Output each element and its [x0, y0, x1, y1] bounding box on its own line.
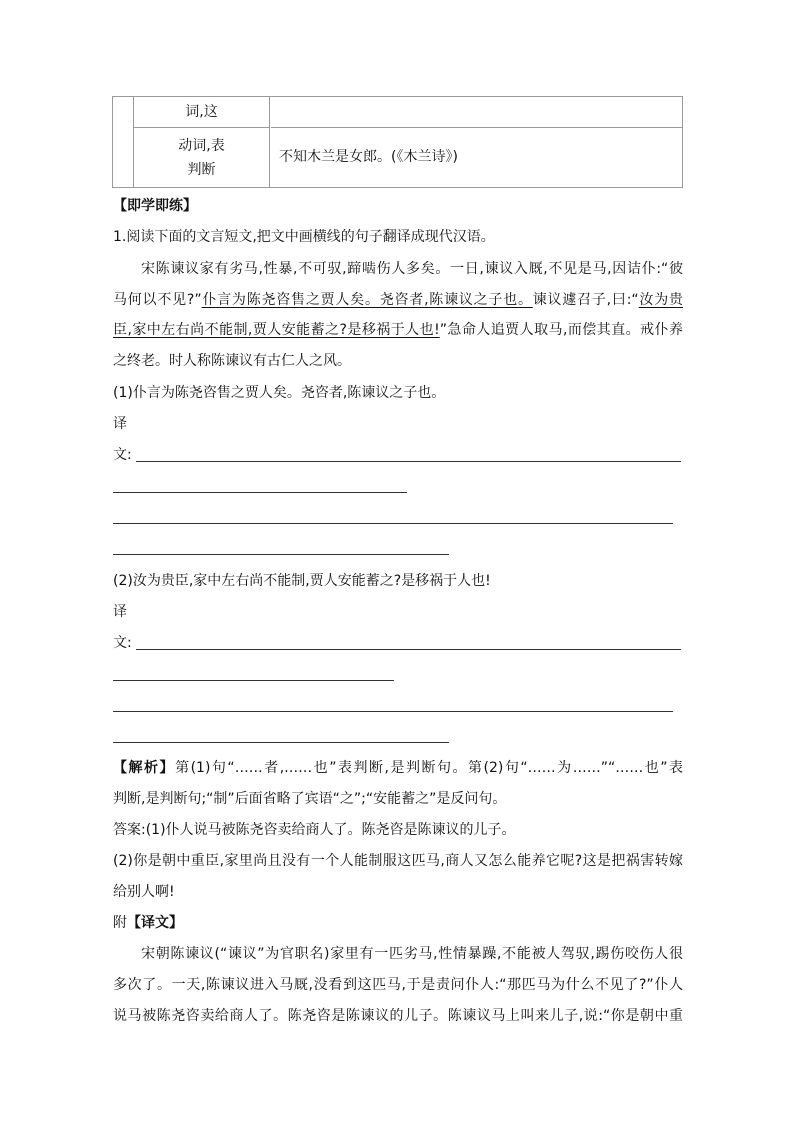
analysis-line: [113, 758, 683, 778]
sub-question-1: (1)仆言为陈尧咨售之贾人矣。尧咨者,陈谏议之子也。: [113, 385, 446, 401]
table-cell-term: [134, 128, 270, 187]
answer-line[interactable]: [136, 461, 681, 462]
passage-line: 宋陈谏议家有劣马,性暴,不可驭,蹄啮伤人多矣。一日,谏议入厩,不见是马,因诘仆:“彼: [141, 261, 683, 277]
answer-text: 答案:(1)仆人说马被陈尧咨卖给商人了。陈尧咨是陈谏议的儿子。: [113, 822, 516, 838]
table-blank-column: [113, 97, 134, 187]
passage-text: ”急命人追贾人取马,而偿其直。戒仆养: [439, 322, 683, 338]
analysis-text: 第(1)句“……者,……也”表判断,是判断句。第(2)句“……为……”“……也”表: [175, 760, 683, 776]
translation-line: 说马被陈尧咨卖给商人了。陈尧咨是陈谏议的儿子。陈谏议马上叫来儿子,说:“你是朝中重: [113, 1008, 683, 1024]
sub-question-2: (2)汝为贵臣,家中左右尚不能制,贾人安能蓄之?是移祸于人也!: [113, 573, 491, 589]
analysis-line: 判断,是判断句;“制”后面省略了宾语“之”;“安能蓄之”是反问句。: [113, 791, 507, 807]
answer-line[interactable]: [113, 680, 394, 681]
answer-line[interactable]: [136, 649, 681, 650]
answer-label: 文:: [113, 447, 132, 463]
passage-line: 之终老。时人称陈谏议有古仁人之风。: [113, 353, 351, 369]
table-cell-term: 词,这: [134, 97, 270, 128]
answer-text: 给别人啊!: [113, 884, 175, 900]
answer-line[interactable]: [113, 523, 673, 524]
question-text: 1.阅读下面的文言短文,把文中画横线的句子翻译成现代汉语。: [113, 229, 495, 245]
answer-line[interactable]: [113, 742, 449, 743]
answer-line[interactable]: [113, 492, 407, 493]
passage-text: 马何以不见?”: [113, 292, 202, 308]
answer-label: 译: [113, 604, 127, 620]
appendix-heading: [113, 913, 183, 933]
answer-text: (2)你是朝中重臣,家里尚且没有一个人能制服这匹马,商人又怎么能养它呢?这是把祸害转嫁: [113, 853, 683, 869]
table-cell-example: 不知木兰是女郎。(《木兰诗》): [279, 149, 458, 165]
answer-line[interactable]: [113, 554, 449, 555]
underlined-sentence: 仆言为陈尧咨售之贾人矣。尧咨者,陈谏议之子也。: [201, 292, 533, 308]
appendix-tag: 【译文】: [127, 915, 183, 931]
answer-line[interactable]: [113, 711, 673, 712]
answer-label: 译: [113, 416, 127, 432]
passage-line: [113, 290, 683, 310]
term-line: 动词,表: [178, 138, 225, 154]
appendix-prefix: 附: [113, 915, 127, 931]
underlined-sentence: 臣,家中左右尚不能制,贾人安能蓄之?是移祸于人也!: [113, 322, 440, 338]
translation-line: 多次了。一天,陈谏议进入马厩,没看到这匹马,于是责问仆人:“那匹马为什么不见了?”仆人: [113, 977, 683, 993]
usage-table: [112, 96, 683, 188]
term-line: 判断: [187, 162, 216, 178]
section-title: 【即学即练】: [113, 198, 197, 214]
passage-text: 谏议遽召子,曰:“: [532, 292, 639, 308]
underlined-sentence: 汝为贵: [638, 292, 684, 308]
table-cell-example: [271, 97, 682, 128]
analysis-tag: 【解析】: [113, 760, 176, 776]
translation-line: 宋朝陈谏议(“谏议”为官职名)家里有一匹劣马,性情暴躁,不能被人驾驭,踢伤咬伤人很: [141, 946, 683, 962]
passage-line: [113, 320, 683, 340]
answer-label: 文:: [113, 635, 132, 651]
